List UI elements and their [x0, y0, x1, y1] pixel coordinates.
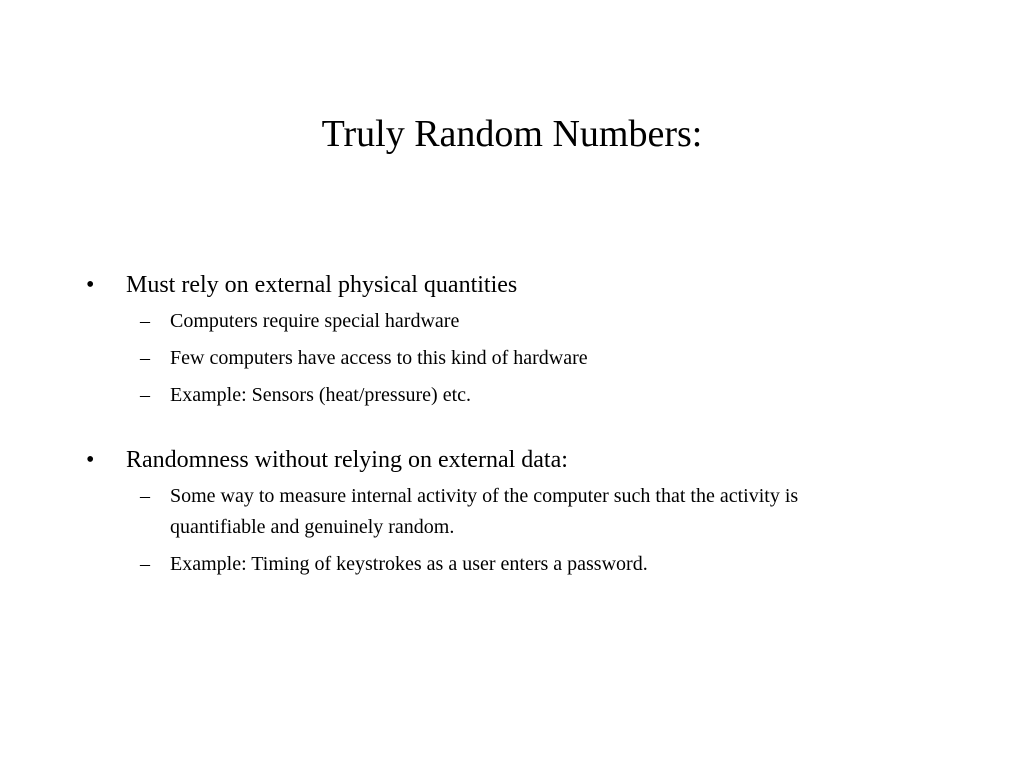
sub-bullet-item — [84, 549, 870, 580]
sub-bullet-text: Few computers have access to this kind of hardware — [170, 347, 588, 369]
dash-marker: – — [140, 485, 150, 507]
sub-bullet-text: Some way to measure internal activity of the computer such that the activity is quantifiable and genuinely random. — [170, 485, 799, 538]
sub-bullet-list — [84, 481, 904, 580]
slide-title: Truly Random Numbers: — [321, 113, 703, 155]
dash-marker: – — [140, 347, 150, 369]
bullet-item — [84, 268, 904, 302]
sub-bullet-item — [84, 306, 870, 337]
sub-bullet-text: Example: Timing of keystrokes as a user enters a password. — [170, 553, 648, 575]
bullet-group-2 — [84, 443, 904, 580]
slide-content — [84, 268, 904, 612]
dash-marker: – — [140, 553, 150, 575]
dash-marker: – — [140, 310, 150, 332]
bullet-item — [84, 443, 904, 477]
sub-bullet-text: Example: Sensors (heat/pressure) etc. — [170, 384, 472, 406]
sub-bullet-item — [84, 380, 870, 411]
sub-bullet-text: Computers require special hardware — [170, 310, 460, 332]
bullet-text: Randomness without relying on external data: — [126, 447, 568, 473]
sub-bullet-item — [84, 481, 870, 543]
bullet-marker: • — [86, 272, 95, 298]
sub-bullet-list — [84, 306, 904, 411]
bullet-text: Must rely on external physical quantities — [126, 272, 518, 298]
sub-bullet-item — [84, 343, 870, 374]
bullet-group-1 — [84, 268, 904, 411]
dash-marker: – — [140, 384, 150, 406]
bullet-marker: • — [86, 447, 95, 473]
